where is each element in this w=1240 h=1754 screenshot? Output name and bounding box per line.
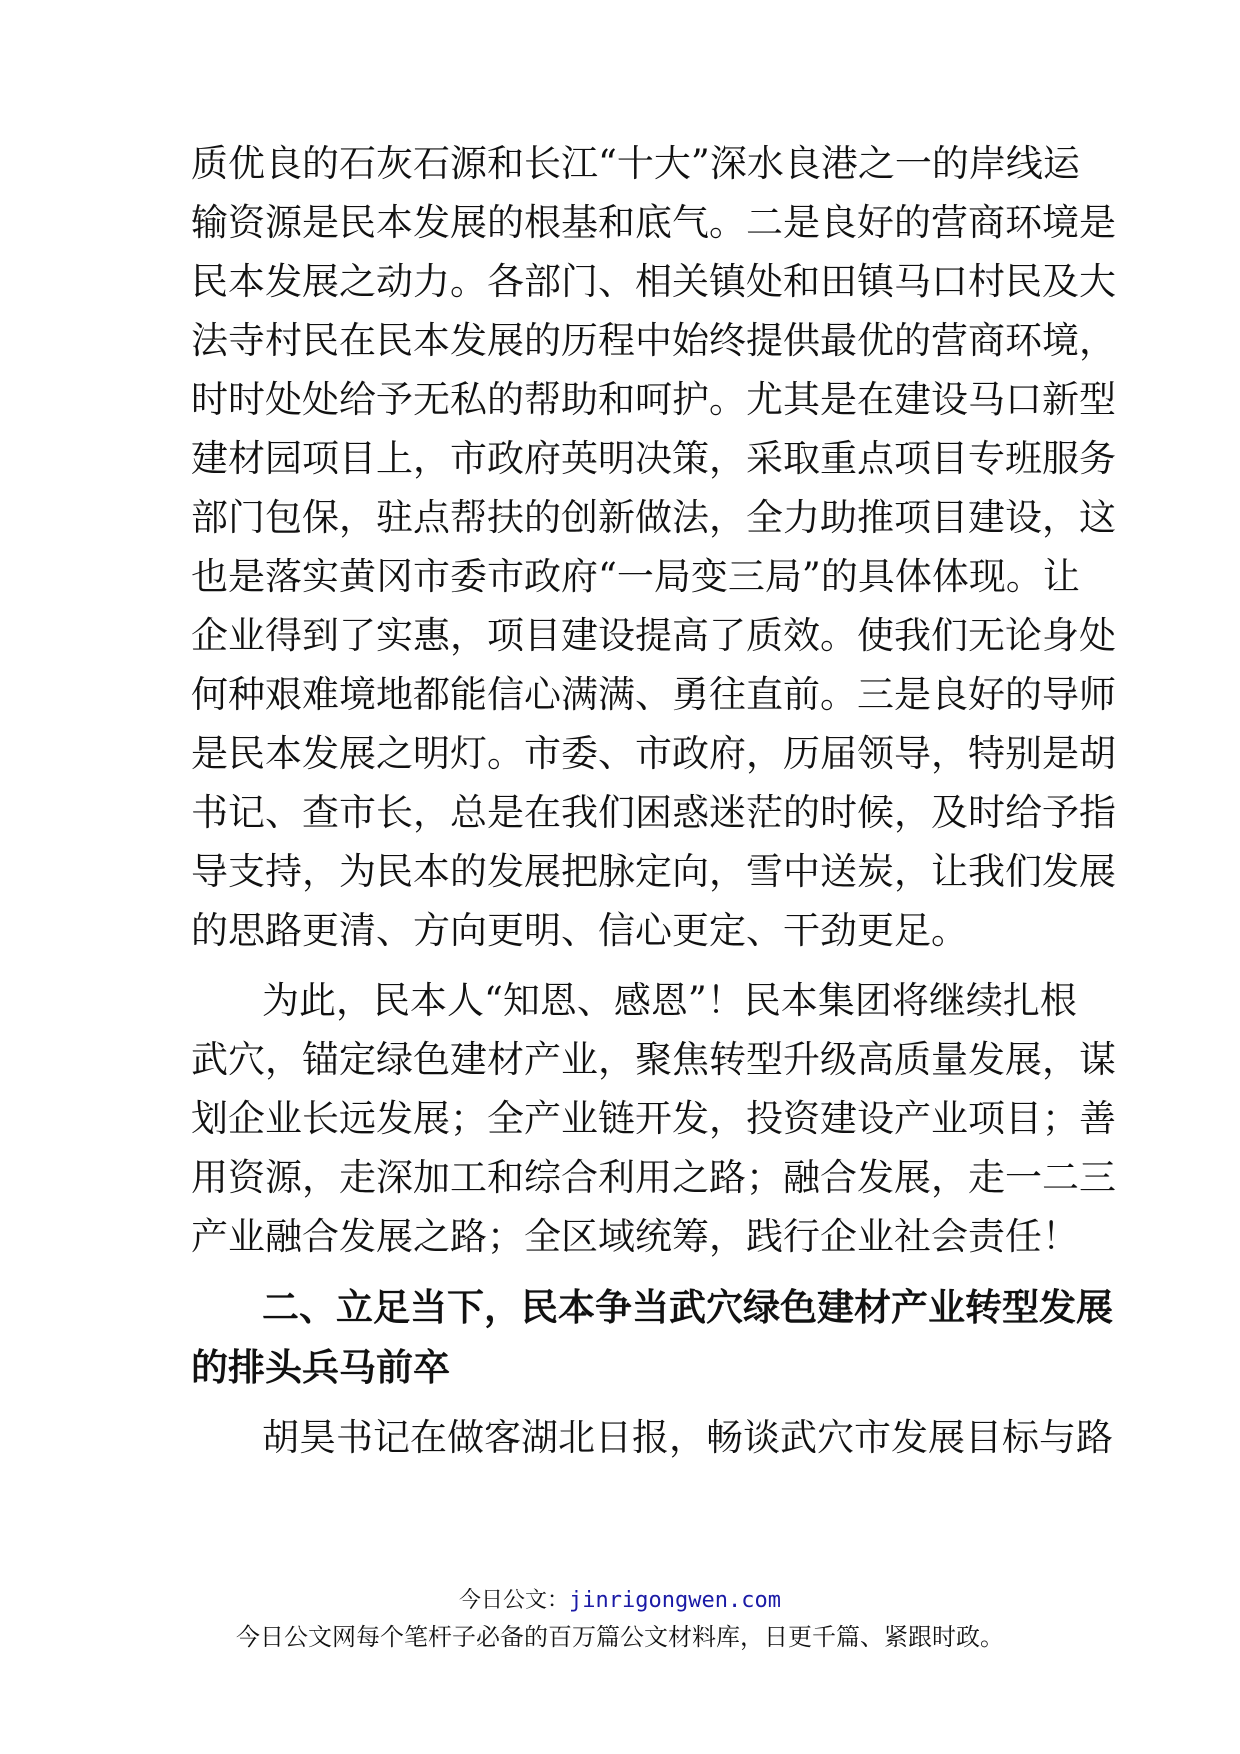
paragraph-line: 武穴，锚定绿色建材产业，聚焦转型升级高质量发展，谋 [191,1038,1116,1081]
paragraph-line: 建材园项目上，市政府英明决策，采取重点项目专班服务 [191,437,1116,480]
paragraph-line: 为此，民本人“知恩、感恩”！民本集团将继续扎根 [262,979,1077,1022]
footer-slogan: 今日公文网每个笔杆子必备的百万篇公文材料库，日更千篇、紧跟时政。 [236,1623,1004,1651]
paragraph-line: 企业得到了实惠，项目建设提高了质效。使我们无论身处 [191,614,1116,657]
paragraph-line: 时时处处给予无私的帮助和呵护。尤其是在建设马口新型 [191,378,1116,421]
paragraph-line: 用资源，走深加工和综合利用之路；融合发展，走一二三 [191,1156,1116,1199]
paragraph-line: 部门包保，驻点帮扶的创新做法，全力助推项目建设，这 [191,496,1116,539]
paragraph-line: 法寺村民在民本发展的历程中始终提供最优的营商环境， [191,319,1116,362]
section-heading-line: 的排头兵马前卒 [191,1346,450,1389]
paragraph-line: 民本发展之动力。各部门、相关镇处和田镇马口村民及大 [191,260,1116,303]
paragraph-line: 也是落实黄冈市委市政府“一局变三局”的具体体现。让 [191,555,1080,598]
section-heading-line: 二、立足当下，民本争当武穴绿色建材产业转型发展 [262,1286,1113,1329]
footer-site-url[interactable]: jinrigongwen.com [569,1588,781,1613]
footer-site-line [0,1586,1240,1616]
paragraph-line: 胡昊书记在做客湖北日报，畅谈武穴市发展目标与路 [262,1416,1113,1459]
paragraph-line: 导支持，为民本的发展把脉定向，雪中送炭，让我们发展 [191,850,1116,893]
paragraph-line: 划企业长远发展；全产业链开发，投资建设产业项目；善 [191,1097,1116,1140]
paragraph-line: 的思路更清、方向更明、信心更定、干劲更足。 [191,909,968,952]
paragraph-line: 书记、查市长，总是在我们困惑迷茫的时候，及时给予指 [191,791,1116,834]
paragraph-line: 输资源是民本发展的根基和底气。二是良好的营商环境是 [191,201,1116,244]
paragraph-line: 何种艰难境地都能信心满满、勇往直前。三是良好的导师 [191,673,1116,716]
footer-site-label: 今日公文： [459,1588,570,1613]
paragraph-line: 质优良的石灰石源和长江“十大”深水良港之一的岸线运 [191,142,1080,185]
paragraph-line: 是民本发展之明灯。市委、市政府，历届领导，特别是胡 [191,732,1116,775]
paragraph-line: 产业融合发展之路；全区域统筹，践行企业社会责任！ [191,1215,1079,1258]
